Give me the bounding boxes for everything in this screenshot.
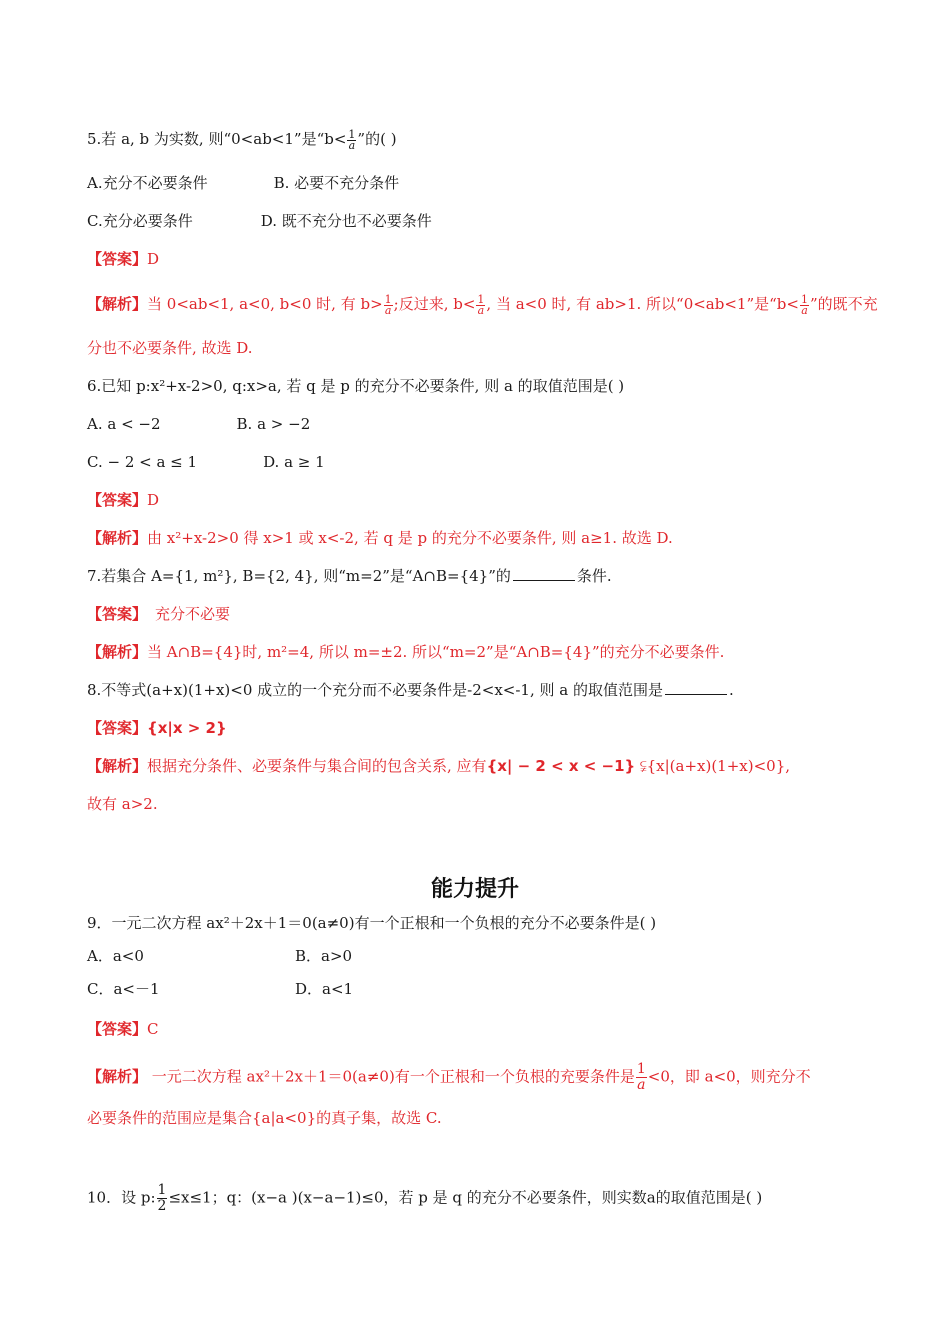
q8-answer: 【答案】{x|x > 2} <box>87 719 227 737</box>
q10-stem: 10．设 p: $\frac{1}{2}$ ≤x≤1；q：(x−a )(x−a−1)≤0，若 p 是 q 的充分不必要条件，则实数a的取值范围是( ) <box>87 1182 763 1214</box>
q5-analysis-line1: 【解析】当 0<ab<1, a<0, b<0 时, 有 b> $\frac{1}{a}$ ;反过来, b< $\frac{1}{a}$ , 当 a<0 时, 有 ab>1. 所以“0<ab<1”是“b< $\frac{1}{a}$ ”的既不充 <box>87 292 878 317</box>
q5-options-ab <box>87 172 399 194</box>
section-title: 能力提升 <box>430 877 519 902</box>
q7-answer: 【答案】 充分不必要 <box>87 605 231 623</box>
q6-analysis: 【解析】由 x²+x-2>0 得 x>1 或 x<-2, 若 q 是 p 的充分不必要条件, 则 a≥1. 故选 D. <box>87 529 673 547</box>
q9-analysis-line2: 必要条件的范围应是集合{a|a<0}的真子集，故选 C. <box>87 1109 442 1127</box>
q5-option-b: B. 必要不充分条件 <box>273 174 400 192</box>
q5-answer: 【答案】D <box>87 250 160 268</box>
q9-option-b: B．a>0 <box>295 947 353 965</box>
fraction-1-over-a: $\frac{1}{a}$ <box>384 292 392 317</box>
fraction-1-over-2: $\frac{1}{2}$ <box>157 1182 167 1214</box>
q6-options-cd <box>87 451 325 473</box>
q6-stem: 6.已知 p:x²+x-2>0, q:x>a, 若 q 是 p 的充分不必要条件, 则 a 的取值范围是( ) <box>87 377 625 395</box>
q5-analysis-line2: 分也不必要条件, 故选 D. <box>87 339 253 357</box>
q5-stem: 5.若 a, b 为实数, 则“0<ab<1”是“b< $\frac{1}{a}$ ”的( ) <box>87 127 397 152</box>
fill-in-blank <box>513 566 575 581</box>
q9-option-a: A．a<0 <box>87 947 144 965</box>
q6-options-ab <box>87 413 310 435</box>
fraction-1-over-a: $\frac{1}{a}$ <box>800 292 808 317</box>
q6-option-c: C. − 2 < a ≤ 1 <box>87 453 198 471</box>
fill-in-blank <box>665 680 727 695</box>
fraction-1-over-a: $\frac{1}{a}$ <box>348 127 356 152</box>
fraction-1-over-a: $\frac{1}{a}$ <box>477 292 485 317</box>
q7-analysis: 【解析】当 A∩B={4}时, m²=4, 所以 m=±2. 所以“m=2”是“A∩B={4}”的充分不必要条件. <box>87 643 725 661</box>
q9-answer: 【答案】C <box>87 1020 159 1038</box>
q9-option-c: C．a<－1 <box>87 980 160 998</box>
q9-option-d: D．a<1 <box>295 980 354 998</box>
fraction-1-over-a: $\frac{1}{a}$ <box>636 1061 646 1093</box>
q6-option-b: B. a > −2 <box>236 415 311 433</box>
q7-stem: 7.若集合 A={1, m²}, B={2, 4}, 则“m=2”是“A∩B={4}”的 条件. <box>87 567 612 585</box>
q9-stem: 9．一元二次方程 ax²＋2x＋1＝0(a≠0)有一个正根和一个负根的充分不必要条件是( ) <box>87 914 657 932</box>
q6-answer: 【答案】D <box>87 491 160 509</box>
q6-option-d: D. a ≥ 1 <box>263 453 325 471</box>
q5-options-cd <box>87 210 432 232</box>
q6-option-a: A. a < −2 <box>87 415 161 433</box>
q9-options-cd <box>87 978 353 1000</box>
q5-option-c: C.充分必要条件 <box>87 212 193 230</box>
q9-options-ab <box>87 945 352 967</box>
q5-option-d: D. 既不充分也不必要条件 <box>260 212 432 230</box>
q8-analysis-line1: 【解析】根据充分条件、必要条件与集合间的包含关系, 应有{x| − 2 < x < −1} ⫋{x|(a+x)(1+x)<0}, <box>87 757 791 775</box>
q5-option-a: A.充分不必要条件 <box>87 174 208 192</box>
q9-analysis-line1: 【解析】 一元二次方程 ax²＋2x＋1＝0(a≠0)有一个正根和一个负根的充要条件是 $\frac{1}{a}$ <0，即 a<0，则充分不 <box>87 1061 811 1093</box>
q8-analysis-line2: 故有 a>2. <box>87 795 158 813</box>
q8-stem: 8.不等式(a+x)(1+x)<0 成立的一个充分而不必要条件是-2<x<-1, 则 a 的取值范围是 . <box>87 681 734 699</box>
